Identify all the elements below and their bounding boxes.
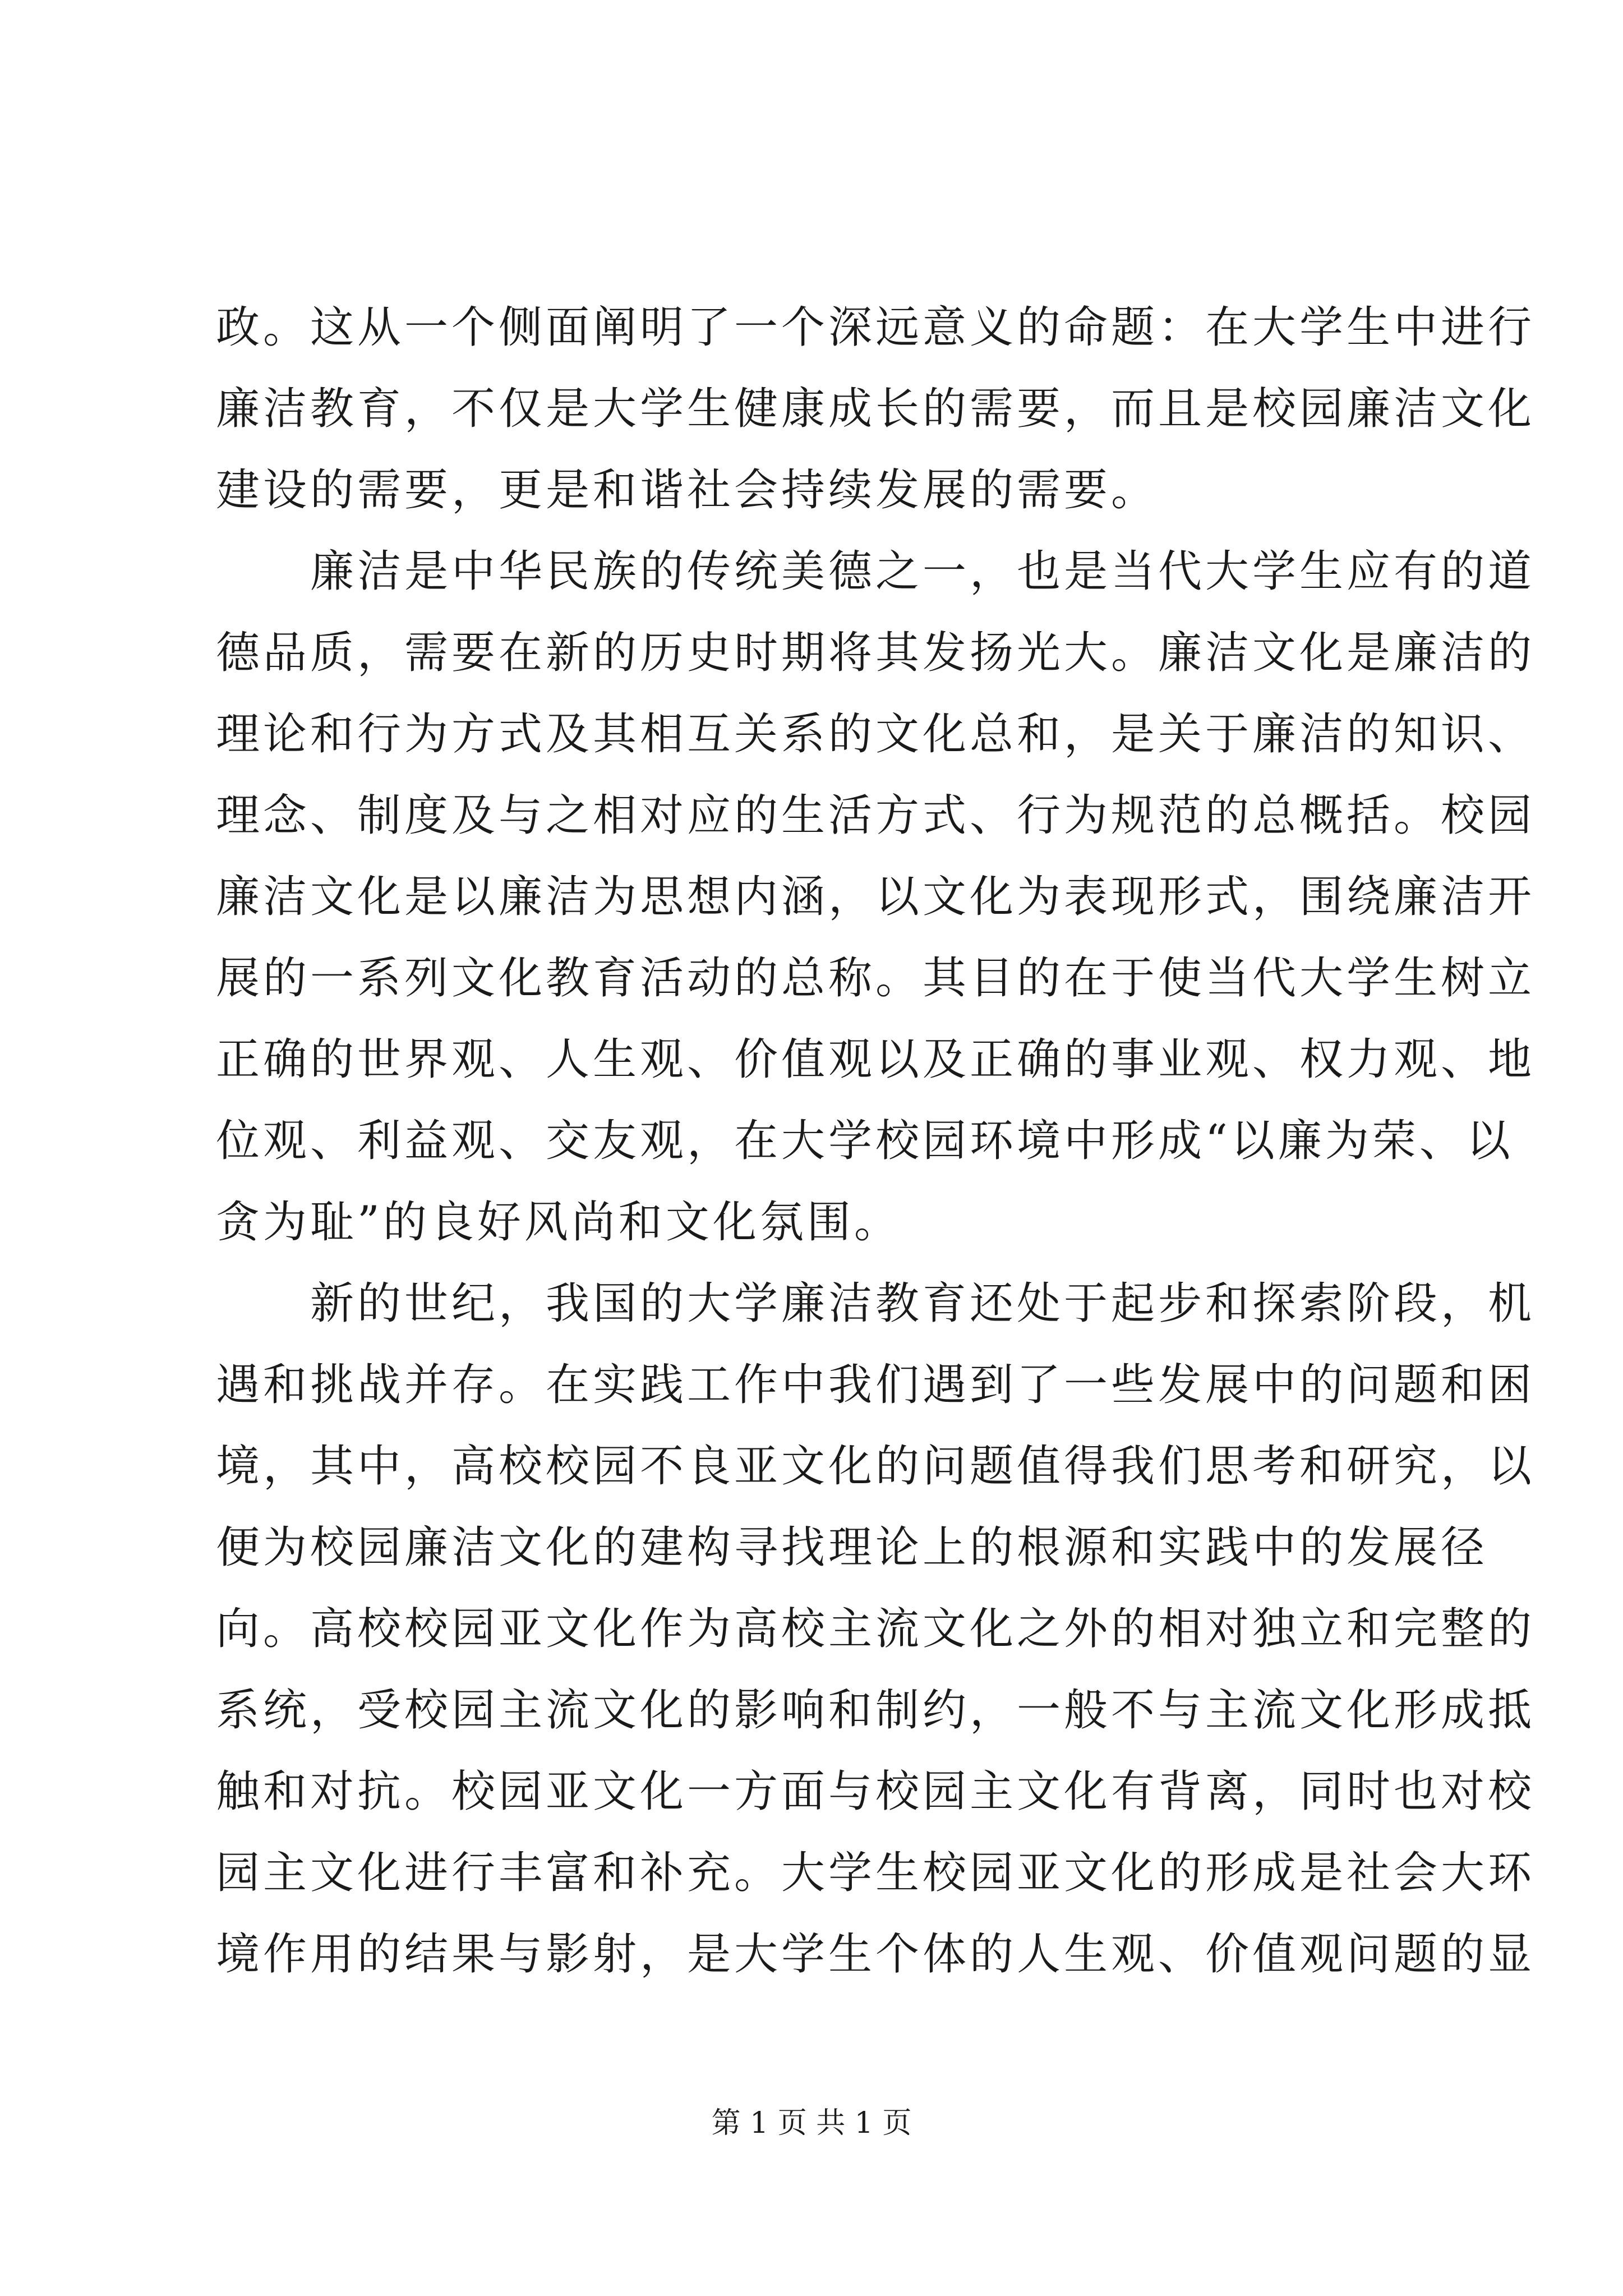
text-line: 贪为耻”的良好风尚和文化氛围。 [216, 1197, 901, 1248]
text-line: 理论和行为方式及其相互关系的文化总和，是关于廉洁的知识、 [216, 709, 1536, 760]
text-line: 新的世纪，我国的大学廉洁教育还处于起步和探索阶段，机 [216, 1278, 1536, 1329]
page-number: 第 1 页 共 1 页 [711, 2106, 912, 2140]
body-text [216, 287, 1536, 1995]
text-line: 廉洁文化是以廉洁为思想内涵，以文化为表现形式，围绕廉洁开 [216, 872, 1536, 922]
text-line: 系统，受校园主流文化的影响和制约，一般不与主流文化形成抵 [216, 1685, 1536, 1736]
text-line: 境作用的结果与影射，是大学生个体的人生观、价值观问题的显 [216, 1929, 1536, 1980]
text-line: 便为校园廉洁文化的建构寻找理论上的根源和实践中的发展径 [216, 1522, 1488, 1573]
text-line: 德品质，需要在新的历史时期将其发扬光大。廉洁文化是廉洁的 [216, 628, 1536, 678]
text-line: 展的一系列文化教育活动的总称。其目的在于使当代大学生树立 [216, 953, 1536, 1004]
text-line: 园主文化进行丰富和补充。大学生校园亚文化的形成是社会大环 [216, 1848, 1536, 1898]
text-line: 理念、制度及与之相对应的生活方式、行为规范的总概括。校园 [216, 790, 1536, 841]
text-line: 触和对抗。校园亚文化一方面与校园主文化有背离，同时也对校 [216, 1766, 1536, 1817]
text-line: 正确的世界观、人生观、价值观以及正确的事业观、权力观、地 [216, 1034, 1536, 1085]
text-line: 位观、利益观、交友观，在大学校园环境中形成“以廉为荣、以 [216, 1116, 1514, 1166]
text-line: 境，其中，高校校园不良亚文化的问题值得我们思考和研究，以 [216, 1441, 1536, 1492]
text-line: 建设的需要，更是和谐社会持续发展的需要。 [216, 465, 1159, 516]
page-footer [0, 2101, 1623, 2146]
text-line: 廉洁教育，不仅是大学生健康成长的需要，而且是校园廉洁文化 [216, 384, 1536, 434]
text-line: 廉洁是中华民族的传统美德之一，也是当代大学生应有的道 [216, 546, 1536, 597]
text-line: 政。这从一个侧面阐明了一个深远意义的命题：在大学生中进行 [216, 302, 1536, 353]
text-line: 向。高校校园亚文化作为高校主流文化之外的相对独立和完整的 [216, 1604, 1536, 1654]
text-line: 遇和挑战并存。在实践工作中我们遇到了一些发展中的问题和困 [216, 1360, 1536, 1410]
